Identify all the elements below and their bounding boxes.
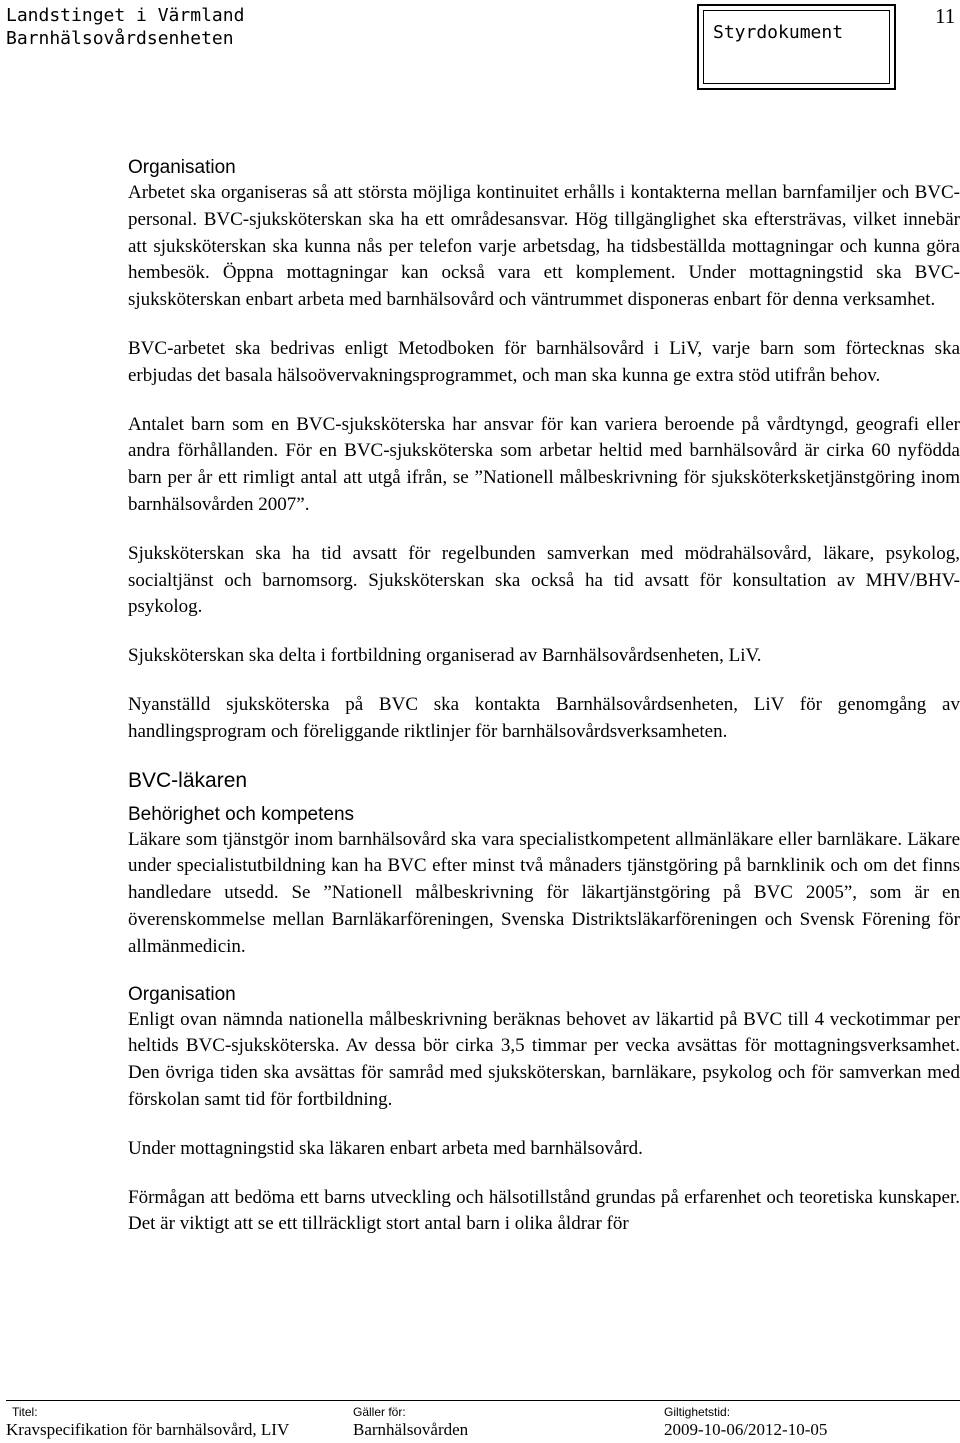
paragraph-behorighet: Läkare som tjänstgör inom barnhälsovård ska vara specialistkompetent allmänläkare eller barnläkare. Läkare under specialistutbildning kan ha BVC efter minst två månaders tjänstgöring på barnklinik och om det finns handledare utsedd. Se ”Nationell målbeskrivning för läkartjänstgöring på BVC 2005”, som är en överenskommelse mellan Barnläkarföreningen, Svenska Distriktsläkarföreningen och Svensk Förening för allmänmedicin. [128, 828, 960, 957]
footer-divider [6, 1400, 960, 1401]
section-heading-bvc-lakaren: BVC-läkaren [128, 768, 248, 792]
paragraph-antal-barn: Antalet barn som en BVC-sjuksköterska har ansvar för kan variera beroende på vårdtyngd, geografi eller andra förhållanden. För en BVC-sjuksköterska som arbetar heltid med barnhälsovård är cirka 60 nyfödda barn per år ett rimligt antal att utgå ifrån, se ”Nationell målbeskrivning för sjuksköterksketjänstgöring inom barnhälsovården 2007”. [128, 413, 960, 515]
footer-validity-label: Giltighetstid: [664, 1405, 731, 1419]
paragraph-nyanstalld: Nyanställd sjuksköterska på BVC ska kontakta Barnhälsovårdsenheten, LiV för genomgång av handlingsprogram och föreliggande riktlinjer för barnhälsovårdsverksamheten. [128, 693, 960, 742]
paragraph-formagan: Förmågan att bedöma ett barns utveckling och hälsotillstånd grundas på erfarenhet och teoretiska kunskaper. Det är viktigt att se ett tillräckligt stort antal barn i olika åldrar för [128, 1186, 960, 1235]
footer-scope-value: Barnhälsovården [353, 1420, 469, 1439]
paragraph-samverkan: Sjuksköterskan ska ha tid avsatt för regelbunden samverkan med mödrahälsovård, läkare, psykolog, socialtjänst och barnomsorg. Sjuksköterskan ska också ha tid avsatt för konsultation av MHV/BHV-psykolog. [128, 542, 960, 618]
document-type-label: Styrdokument [713, 22, 844, 43]
subheading-behorighet: Behörighet och kompetens [128, 803, 355, 825]
footer-validity-value: 2009-10-06/2012-10-05 [664, 1420, 828, 1439]
header-unit-name: Barnhälsovårdsenheten [6, 28, 234, 49]
header-organization [6, 4, 244, 50]
footer-scope-label: Gäller för: [353, 1405, 406, 1419]
paragraph-organisation: Arbetet ska organiseras så att största möjliga kontinuitet erhålls i kontakterna mellan barnfamiljer och BVC-personal. BVC-sjuksköterskan ska ha ett områdesansvar. Hög tillgänglighet ska eftersträvas, vilket innebär att sjuksköterskan ska kunna nås per telefon varje arbetsdag, ha tidsbeställda mottagningar och kunna göra hembesök. Öppna mottagningar kan också vara ett komplement. Under mottagningstid ska BVC-sjuksköterskan enbart arbeta med barnhälsovård och väntrummet disponeras enbart för denna verksamhet. [128, 182, 960, 311]
document-body [128, 156, 960, 1238]
footer-title-value: Kravspecifikation för barnhälsovård, LIV [6, 1420, 290, 1439]
paragraph-fortbildning: Sjuksköterskan ska delta i fortbildning organiserad av Barnhälsovårdsenheten, LiV. [128, 645, 762, 667]
section-heading-organisation: Organisation [128, 157, 236, 178]
document-type-box [697, 4, 896, 90]
subheading-organisation: Organisation [128, 983, 236, 1005]
paragraph-lakartid: Enligt ovan nämnda nationella målbeskrivning beräknas behovet av läkartid på BVC till 4 veckotimmar per heltids BVC-sjuksköterska. Av dessa bör cirka 3,5 timmar per vecka avsättas för mottagningsverksamhet. Den övriga tiden ska avsättas för samråd med sjuksköterskan, barnläkare, psykolog och för samverkan med förskolan samt tid för fortbildning. [128, 1008, 960, 1110]
paragraph-mottagningstid: Under mottagningstid ska läkaren enbart arbeta med barnhälsovård. [128, 1137, 643, 1159]
page-number: 11 [935, 4, 956, 28]
footer-title-label: Titel: [12, 1405, 38, 1419]
header-org-name: Landstinget i Värmland [6, 5, 245, 26]
paragraph-metodboken: BVC-arbetet ska bedrivas enligt Metodboken för barnhälsovård i LiV, varje barn som förtecknas ska erbjudas det basala hälsoövervakningsprogrammet, och man ska kunna ge extra stöd utifrån behov. [128, 337, 960, 386]
